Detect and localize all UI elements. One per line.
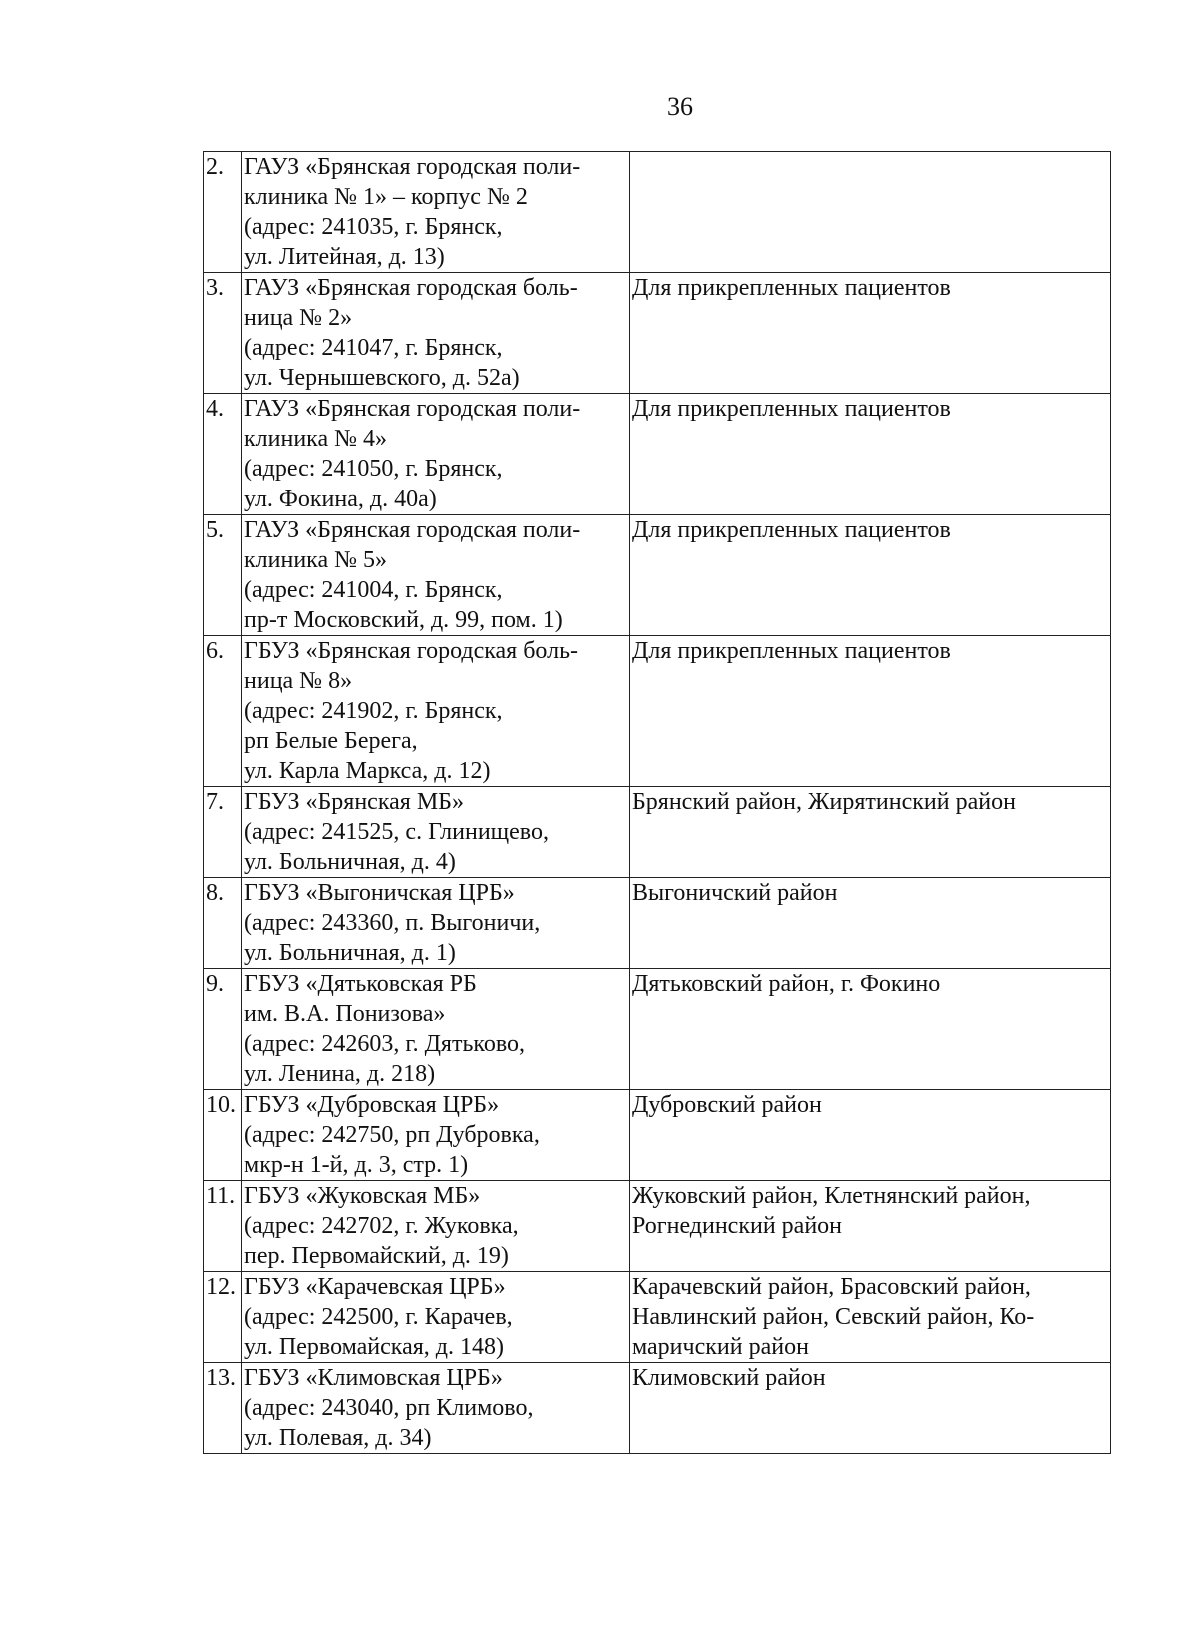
medical-organizations-table <box>203 151 1111 1454</box>
table-row <box>204 636 1111 787</box>
row-number: 11. <box>204 1181 242 1272</box>
organization-line: ГАУЗ «Брянская городская поли- <box>244 517 581 543</box>
table-row <box>204 878 1111 969</box>
service-area-cell <box>630 152 1111 273</box>
row-number: 5. <box>204 515 242 636</box>
organization-cell <box>242 636 630 787</box>
service-area-cell <box>630 394 1111 515</box>
row-number: 3. <box>204 273 242 394</box>
table-row <box>204 515 1111 636</box>
service-area-cell <box>630 1363 1111 1454</box>
service-area-line: Навлинский район, Севский район, Ко- <box>632 1304 1035 1330</box>
organization-line: ГБУЗ «Дубровская ЦРБ» <box>244 1092 500 1118</box>
organization-line: пер. Первомайский, д. 19) <box>244 1243 509 1269</box>
service-area-line: Дятьковский район, г. Фокино <box>632 971 941 997</box>
table-row <box>204 273 1111 394</box>
organization-line: ГБУЗ «Брянская МБ» <box>244 789 464 815</box>
row-number: 8. <box>204 878 242 969</box>
table-row <box>204 394 1111 515</box>
organization-line: пр-т Московский, д. 99, пом. 1) <box>244 607 563 633</box>
organization-line: (адрес: 243360, п. Выгоничи, <box>244 910 541 936</box>
organization-line: клиника № 5» <box>244 547 388 573</box>
organization-line: (адрес: 242702, г. Жуковка, <box>244 1213 519 1239</box>
row-number: 9. <box>204 969 242 1090</box>
service-area-line: Для прикрепленных пациентов <box>632 275 951 301</box>
organization-line: ница № 2» <box>244 305 353 331</box>
organization-line: (адрес: 241050, г. Брянск, <box>244 456 503 482</box>
organization-line: ул. Полевая, д. 34) <box>244 1425 432 1451</box>
service-area-cell <box>630 878 1111 969</box>
table-row <box>204 152 1111 273</box>
organization-line: ГБУЗ «Выгоничская ЦРБ» <box>244 880 515 906</box>
table-row <box>204 1363 1111 1454</box>
organization-cell <box>242 515 630 636</box>
organization-cell <box>242 152 630 273</box>
service-area-cell <box>630 636 1111 787</box>
table-row <box>204 1181 1111 1272</box>
service-area-line: Для прикрепленных пациентов <box>632 638 951 664</box>
organization-line: ГАУЗ «Брянская городская поли- <box>244 396 581 422</box>
organization-cell <box>242 969 630 1090</box>
organization-line: (адрес: 242500, г. Карачев, <box>244 1304 513 1330</box>
service-area-line: Климовский район <box>632 1365 826 1391</box>
organization-cell <box>242 1272 630 1363</box>
organization-line: ул. Больничная, д. 1) <box>244 940 456 966</box>
organization-line: рп Белые Берега, <box>244 728 418 754</box>
row-number: 12. <box>204 1272 242 1363</box>
table-row <box>204 1272 1111 1363</box>
service-area-line: Жуковский район, Клетнянский район, <box>632 1183 1031 1209</box>
organization-line: ГБУЗ «Климовская ЦРБ» <box>244 1365 503 1391</box>
organization-line: ГБУЗ «Дятьковская РБ <box>244 971 477 997</box>
table-row <box>204 787 1111 878</box>
service-area-line: Выгоничский район <box>632 880 838 906</box>
organization-line: им. В.А. Понизова» <box>244 1001 446 1027</box>
organization-line: ул. Чернышевского, д. 52а) <box>244 365 520 391</box>
table-row <box>204 1090 1111 1181</box>
service-area-cell <box>630 515 1111 636</box>
organization-cell <box>242 1090 630 1181</box>
page-number: 36 <box>667 92 693 121</box>
organization-line: (адрес: 241035, г. Брянск, <box>244 214 503 240</box>
organization-line: ГАУЗ «Брянская городская поли- <box>244 154 581 180</box>
organization-line: ГБУЗ «Жуковская МБ» <box>244 1183 481 1209</box>
service-area-cell <box>630 1090 1111 1181</box>
organization-cell <box>242 273 630 394</box>
organization-cell <box>242 878 630 969</box>
service-area-line: Для прикрепленных пациентов <box>632 517 951 543</box>
organization-cell <box>242 1363 630 1454</box>
organization-line: (адрес: 241004, г. Брянск, <box>244 577 503 603</box>
organization-line: ница № 8» <box>244 668 353 694</box>
service-area-line: Брянский район, Жирятинский район <box>632 789 1016 815</box>
service-area-cell <box>630 1181 1111 1272</box>
organization-line: ул. Больничная, д. 4) <box>244 849 456 875</box>
organization-line: (адрес: 241047, г. Брянск, <box>244 335 503 361</box>
organization-line: клиника № 4» <box>244 426 388 452</box>
service-area-line: Дубровский район <box>632 1092 822 1118</box>
organization-cell <box>242 1181 630 1272</box>
table-body <box>204 152 1111 1454</box>
row-number: 4. <box>204 394 242 515</box>
organization-line: ул. Литейная, д. 13) <box>244 244 445 270</box>
organization-line: ул. Карла Маркса, д. 12) <box>244 758 491 784</box>
organization-line: ГБУЗ «Карачевская ЦРБ» <box>244 1274 506 1300</box>
organization-line: (адрес: 243040, рп Климово, <box>244 1395 534 1421</box>
organization-line: (адрес: 242603, г. Дятьково, <box>244 1031 526 1057</box>
organization-line: мкр-н 1-й, д. 3, стр. 1) <box>244 1152 469 1178</box>
service-area-cell <box>630 1272 1111 1363</box>
service-area-line: Рогнединский район <box>632 1213 843 1239</box>
organization-line: (адрес: 241902, г. Брянск, <box>244 698 503 724</box>
organization-line: ГБУЗ «Брянская городская боль- <box>244 638 579 664</box>
row-number: 7. <box>204 787 242 878</box>
service-area-cell <box>630 969 1111 1090</box>
service-area-cell <box>630 273 1111 394</box>
service-area-cell <box>630 787 1111 878</box>
row-number: 6. <box>204 636 242 787</box>
organization-line: (адрес: 241525, с. Глинищево, <box>244 819 549 845</box>
row-number: 2. <box>204 152 242 273</box>
service-area-line: Для прикрепленных пациентов <box>632 396 951 422</box>
organization-cell <box>242 394 630 515</box>
service-area-line: маричский район <box>632 1334 809 1360</box>
organization-line: ул. Фокина, д. 40а) <box>244 486 437 512</box>
organization-line: ул. Первомайская, д. 148) <box>244 1334 504 1360</box>
organization-line: клиника № 1» – корпус № 2 <box>244 184 528 210</box>
organization-line: (адрес: 242750, рп Дубровка, <box>244 1122 540 1148</box>
table-row <box>204 969 1111 1090</box>
organization-line: ул. Ленина, д. 218) <box>244 1061 436 1087</box>
row-number: 10. <box>204 1090 242 1181</box>
row-number: 13. <box>204 1363 242 1454</box>
organization-cell <box>242 787 630 878</box>
service-area-line: Карачевский район, Брасовский район, <box>632 1274 1031 1300</box>
organization-line: ГАУЗ «Брянская городская боль- <box>244 275 578 301</box>
